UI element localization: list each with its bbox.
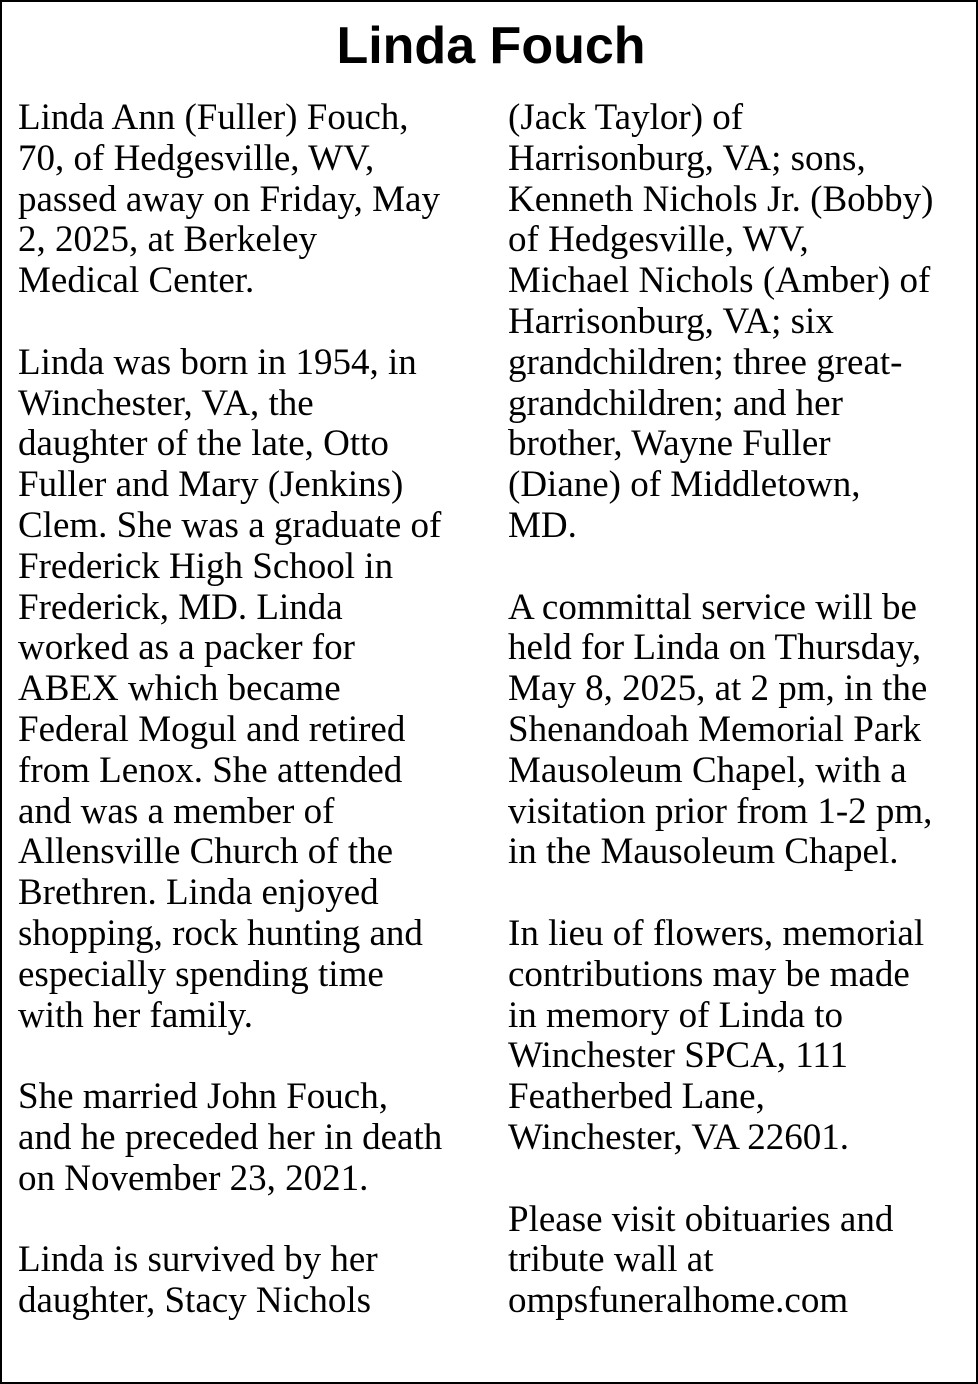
text-line: Linda is survived by her <box>18 1239 378 1281</box>
right-column <box>508 98 974 1322</box>
text-line: of Hedgesville, WV, <box>508 219 809 261</box>
text-line: Winchester, VA 22601. <box>508 1116 849 1158</box>
text-line: Please visit obituaries and <box>508 1198 894 1240</box>
obituary-paragraph <box>18 1240 488 1322</box>
text-line: Michael Nichols (Amber) of <box>508 260 931 302</box>
paragraph-gap <box>508 1159 974 1200</box>
left-column <box>18 98 488 1322</box>
text-line: grandchildren; and her <box>508 382 843 424</box>
text-line: and was a member of <box>18 790 335 832</box>
text-line: grandchildren; three great- <box>508 341 903 383</box>
text-line: MD. <box>508 504 577 546</box>
text-line: passed away on Friday, May <box>18 178 440 220</box>
text-line: Harrisonburg, VA; six <box>508 300 834 342</box>
text-line: held for Linda on Thursday, <box>508 627 922 669</box>
text-line: Clem. She was a graduate of <box>18 504 442 546</box>
text-line: Brethren. Linda enjoyed <box>18 872 379 914</box>
text-line: Linda Ann (Fuller) Fouch, <box>18 97 409 138</box>
text-line: brother, Wayne Fuller <box>508 423 831 465</box>
text-line: In lieu of flowers, memorial <box>508 912 925 954</box>
text-line: Mausoleum Chapel, with a <box>508 749 907 791</box>
text-line: especially spending time <box>18 953 384 995</box>
text-line: Allensville Church of the <box>18 831 394 873</box>
obituary-paragraph <box>508 588 974 874</box>
text-line: with her family. <box>18 994 253 1036</box>
text-line: visitation prior from 1-2 pm, <box>508 790 933 832</box>
text-line: daughter of the late, Otto <box>18 423 389 465</box>
text-line: Linda was born in 1954, in <box>18 341 417 383</box>
text-line: (Diane) of Middletown, <box>508 464 861 506</box>
text-line: from Lenox. She attended <box>18 749 403 791</box>
text-line: on November 23, 2021. <box>18 1157 369 1199</box>
obituary-title: Linda Fouch <box>336 17 646 75</box>
text-line: daughter, Stacy Nichols <box>18 1280 372 1322</box>
paragraph-gap <box>18 1036 488 1077</box>
obituary-paragraph <box>508 914 974 1159</box>
text-line: ABEX which became <box>18 668 341 710</box>
text-line: in memory of Linda to <box>508 994 843 1036</box>
paragraph-gap <box>18 302 488 343</box>
text-line: Kenneth Nichols Jr. (Bobby) <box>508 178 934 220</box>
text-line: Fuller and Mary (Jenkins) <box>18 464 404 506</box>
text-line: in the Mausoleum Chapel. <box>508 831 899 873</box>
obituary-paragraph <box>18 1077 488 1199</box>
text-line: 70, of Hedgesville, WV, <box>18 137 375 179</box>
text-line: Medical Center. <box>18 260 255 302</box>
paragraph-gap <box>508 547 974 588</box>
text-line: Winchester SPCA, 111 <box>508 1035 849 1077</box>
text-line: May 8, 2025, at 2 pm, in the <box>508 668 928 710</box>
obituary-paragraph <box>18 343 488 1037</box>
text-line: Federal Mogul and retired <box>18 708 406 750</box>
text-line: Frederick High School in <box>18 545 394 587</box>
text-line: Winchester, VA, the <box>18 382 314 424</box>
text-line: 2, 2025, at Berkeley <box>18 219 317 261</box>
text-line: (Jack Taylor) of <box>508 97 744 138</box>
text-line: and he preceded her in death <box>18 1116 443 1158</box>
text-line: A committal service will be <box>508 586 917 628</box>
obituary-paragraph <box>508 1200 974 1322</box>
text-line: Harrisonburg, VA; sons, <box>508 137 866 179</box>
obituary-paragraph <box>18 98 488 302</box>
text-line: Frederick, MD. Linda <box>18 586 343 628</box>
text-line: contributions may be made <box>508 953 910 995</box>
text-line: Shenandoah Memorial Park <box>508 708 922 750</box>
text-line: She married John Fouch, <box>18 1076 388 1118</box>
paragraph-gap <box>18 1200 488 1241</box>
text-line: tribute wall at <box>508 1239 714 1281</box>
paragraph-gap <box>508 873 974 914</box>
text-line: Featherbed Lane, <box>508 1076 765 1118</box>
text-line: shopping, rock hunting and <box>18 912 423 954</box>
obituary-paragraph <box>508 98 974 547</box>
text-line: worked as a packer for <box>18 627 355 669</box>
text-line: ompsfuneralhome.com <box>508 1280 849 1322</box>
